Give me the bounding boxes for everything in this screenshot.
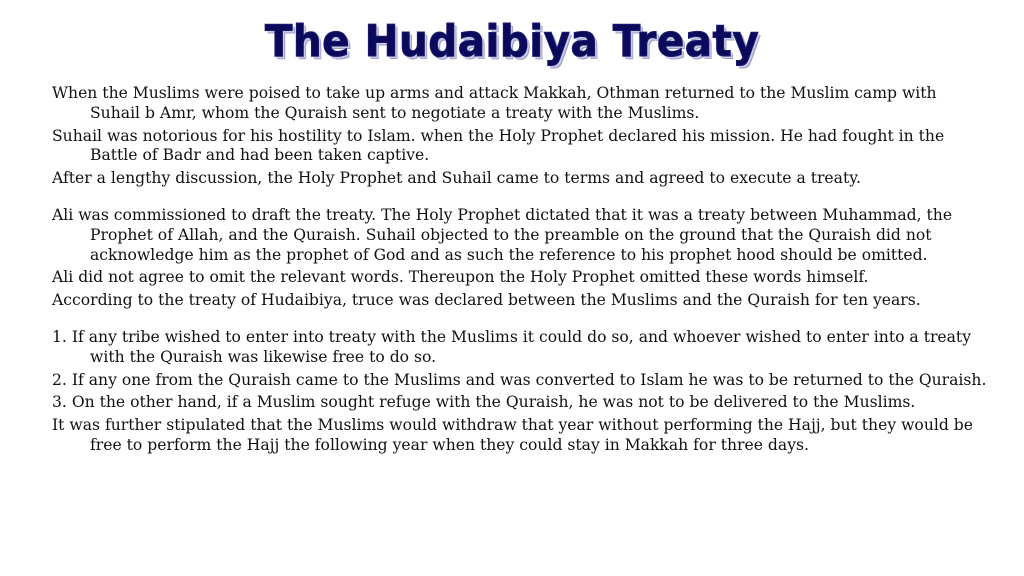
paragraph-prophet-omits: Ali did not agree to omit the relevant words. Thereupon the Holy Prophet omitted these words himself. xyxy=(52,268,869,287)
treaty-clause-2: 2. If any one from the Quraish came to the Muslims and was converted to Islam he was to be returned to the Quraish. xyxy=(52,370,987,389)
paragraph-othman-returns: When the Muslims were poised to take up arms and attack Makkah, Othman returned to the Muslim camp with Suhail b Amr, whom the Quraish sent to negotiate a treaty with the Muslims. xyxy=(52,84,937,122)
slide-body xyxy=(52,84,988,456)
paragraph-ali-drafts: Ali was commissioned to draft the treaty. The Holy Prophet dictated that it was a treaty between Muhammad, the Prophet of Allah, and the Quraish. Suhail objected to the preamble on the ground that the Quraish did not acknowledge him as the prophet of God and as such the reference to his prophet hood should be omitted. xyxy=(52,205,953,264)
paragraph-truce-ten-years: According to the treaty of Hudaibiya, truce was declared between the Muslims and the Quraish for ten years. xyxy=(52,291,921,310)
slide-title: The Hudaibiya Treaty xyxy=(264,16,760,67)
paragraph-agree-treaty: After a lengthy discussion, the Holy Prophet and Suhail came to terms and agreed to execute a treaty. xyxy=(52,169,861,188)
paragraph-suhail-hostility: Suhail was notorious for his hostility to Islam. when the Holy Prophet declared his mission. He had fought in the Battle of Badr and had been taken captive. xyxy=(52,126,945,165)
paragraph-hajj-stipulation: It was further stipulated that the Muslims would withdraw that year without performing the Hajj, but they would be free to perform the Hajj the following year when they could stay in Makkah for three days. xyxy=(52,416,973,454)
treaty-clause-1: 1. If any tribe wished to enter into treaty with the Muslims it could do so, and whoever wished to enter into a treaty with the Quraish was likewise free to do so. xyxy=(52,327,972,366)
treaty-clause-3: 3. On the other hand, if a Muslim sought refuge with the Quraish, he was not to be delivered to the Muslims. xyxy=(52,393,916,412)
